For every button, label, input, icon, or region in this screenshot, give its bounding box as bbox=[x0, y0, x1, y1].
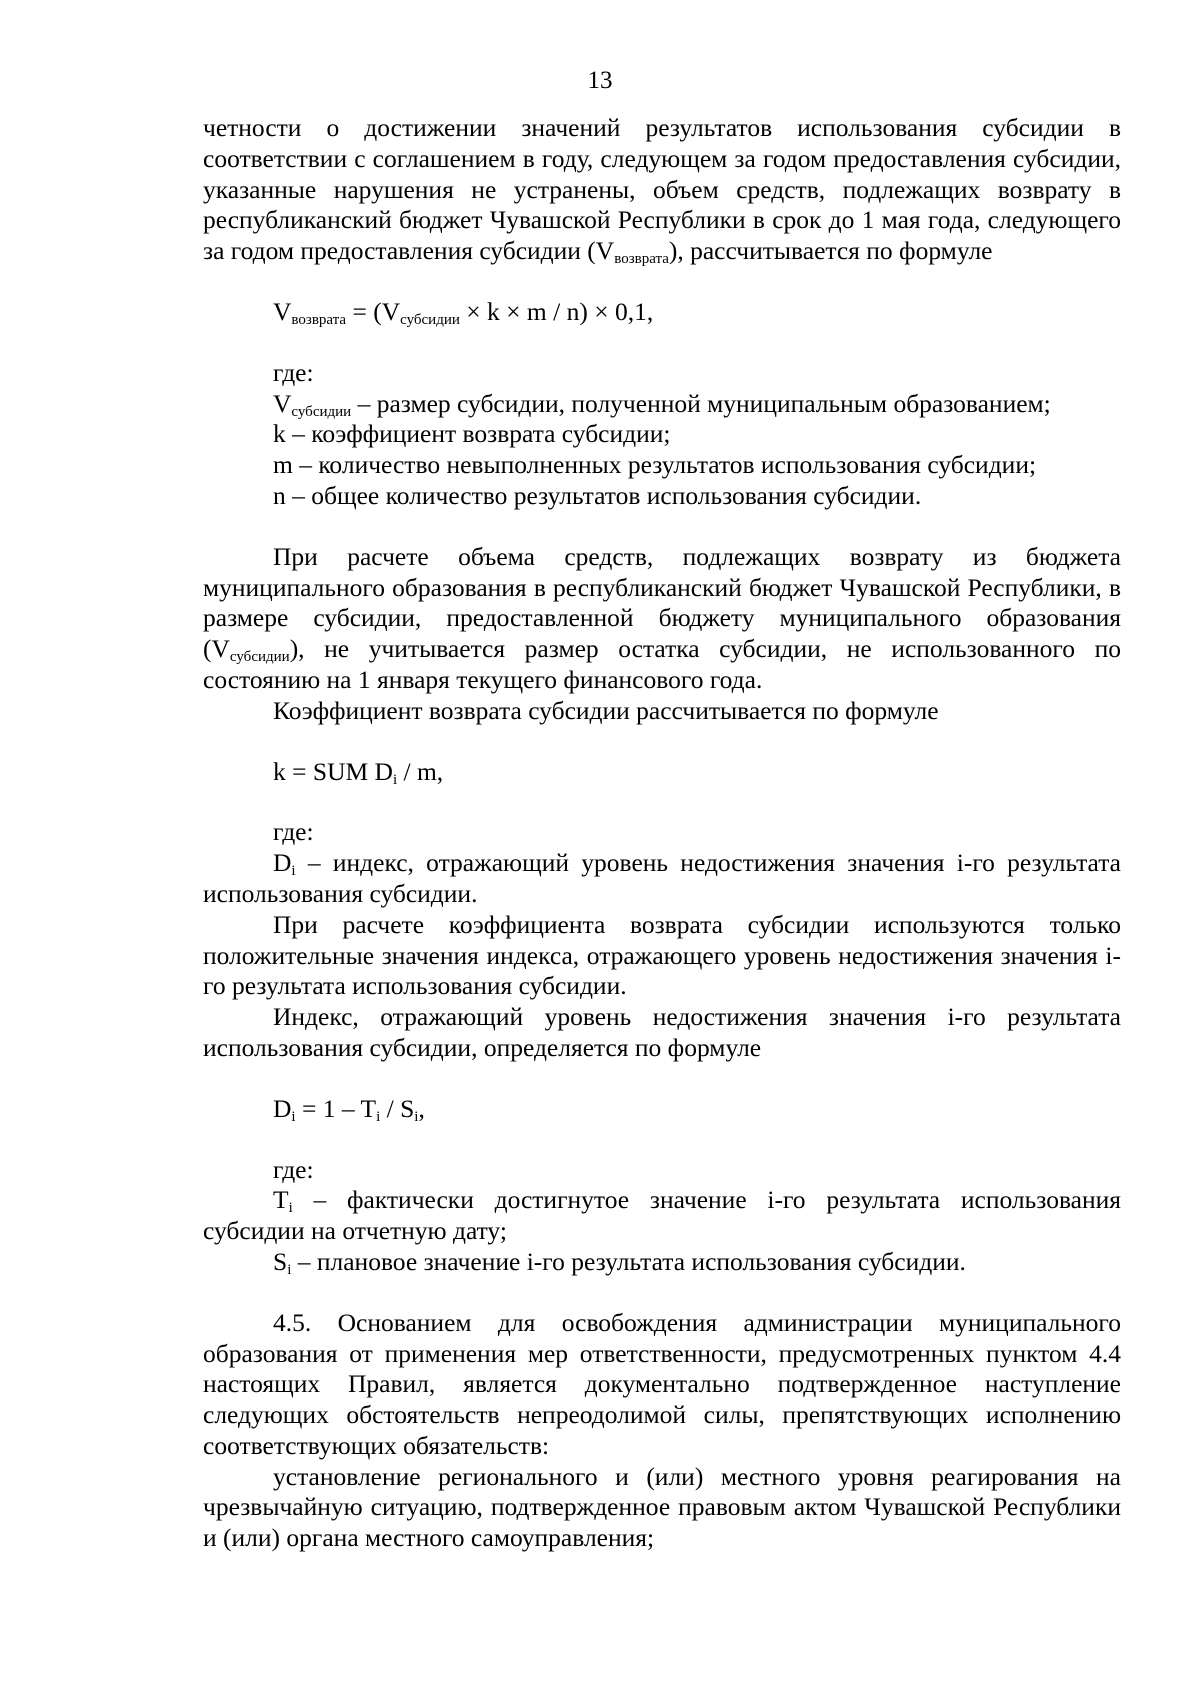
definition-m: m – количество невыполненных результатов использования субсидии; bbox=[273, 450, 1037, 480]
paragraph-text: ), рассчитывается по формуле bbox=[668, 236, 993, 266]
subscript: субсидии bbox=[229, 649, 290, 666]
paragraph-coefficient-intro: Коэффициент возврата субсидии рассчитывается по формуле bbox=[273, 695, 939, 725]
formula-symbol: D bbox=[273, 848, 292, 878]
definition-text: – индекс, отражающий уровень недостижения значения i-го результата использования субсидии. bbox=[203, 848, 1121, 908]
subscript: i bbox=[287, 1261, 292, 1278]
formula-symbol: V bbox=[273, 296, 292, 326]
paragraph-text: четности о достижении значений результатов использования субсидии в соответствии с соглашением в году, следующем за годом предоставления субсидии, указанные нарушения не устранены, объем средств, подлежащих возврату в республиканский бюджет Чувашской Республики в срок до 1 мая года, следующего за годом предоставления субсидии (V bbox=[203, 113, 1121, 266]
formula-symbol: V bbox=[273, 388, 292, 418]
page-number: 13 bbox=[587, 67, 613, 94]
paragraph-positive-values: При расчете коэффициента возврата субсидии используются только положительные значения индекса, отражающего уровень недостижения значения i-го результата использования субсидии. bbox=[203, 909, 1121, 1001]
definition-k: k – коэффициент возврата субсидии; bbox=[273, 419, 671, 449]
subscript: субсидии bbox=[400, 311, 460, 328]
paragraph-calculation-note bbox=[203, 542, 1121, 696]
definition-v-subsidy bbox=[203, 389, 1121, 420]
subscript: i bbox=[291, 1108, 296, 1125]
definition-text: – плановое значение i-го результата использования субсидии. bbox=[291, 1246, 966, 1276]
subscript: i bbox=[376, 1108, 381, 1125]
subscript: субсидии bbox=[291, 403, 352, 420]
subscript: возврата bbox=[614, 251, 669, 268]
formula-symbol: T bbox=[273, 1185, 289, 1215]
formula-text: = 1 – T bbox=[295, 1093, 377, 1123]
subscript: возврата bbox=[291, 311, 347, 328]
definition-d-index bbox=[203, 848, 1121, 910]
where-label: где: bbox=[273, 357, 314, 387]
paragraph-index-intro: Индекс, отражающий уровень недостижения значения i-го результата использования субсидии, определяется по формуле bbox=[203, 1002, 1121, 1062]
formula-text: × k × m / n) × 0,1, bbox=[459, 296, 654, 326]
paragraph-continuation bbox=[203, 113, 1121, 267]
paragraph-section-4-5: 4.5. Основанием для освобождения администрации муниципального образования от применения мер ответственности, предусмотренных пунктом 4.4 настоящих Правил, является документально подтвержденное наступление следующих обстоятельств непреодолимой силы, препятствующих исполнению соответствующих обязательств: bbox=[203, 1307, 1121, 1460]
formula-coefficient bbox=[203, 757, 1121, 788]
formula-text: / m, bbox=[397, 756, 444, 786]
definition-t-actual bbox=[203, 1185, 1121, 1247]
definition-s-planned bbox=[203, 1247, 1121, 1278]
definition-text: – фактически достигнутое значение i-го результата использования субсидии на отчетную дату; bbox=[203, 1185, 1121, 1246]
subscript: i bbox=[288, 1200, 293, 1217]
subscript: i bbox=[291, 863, 296, 880]
paragraph-emergency: установление регионального и (или) местного уровня реагирования на чрезвычайную ситуацию, подтвержденное правовым актом Чувашской Республики и (или) органа местного самоуправления; bbox=[203, 1461, 1121, 1553]
formula-text: k = SUM D bbox=[273, 756, 393, 786]
formula-return-volume bbox=[203, 297, 1121, 328]
definition-text: – размер субсидии, полученной муниципальным образованием; bbox=[351, 388, 1051, 418]
formula-symbol: D bbox=[273, 1093, 292, 1123]
subscript: i bbox=[392, 771, 398, 788]
formula-text: , bbox=[418, 1093, 425, 1123]
paragraph-text: При расчете объема средств, подлежащих возврату из бюджета муниципального образования в республиканский бюджет Чувашской Республики, в размере субсидии, предоставленной бюджету муниципального образования (V bbox=[203, 541, 1121, 664]
formula-text: / S bbox=[380, 1093, 415, 1123]
formula-text: = (V bbox=[346, 296, 401, 326]
definition-n: n – общее количество результатов использования субсидии. bbox=[273, 480, 922, 510]
where-label: где: bbox=[273, 1154, 314, 1184]
paragraph-text: ), не учитывается размер остатка субсидии, не использованного по состоянию на 1 января текущего финансового года. bbox=[203, 634, 1121, 694]
formula-index bbox=[203, 1094, 1121, 1125]
where-label: где: bbox=[273, 817, 314, 847]
document-body bbox=[203, 113, 1121, 1554]
formula-symbol: S bbox=[273, 1246, 288, 1276]
subscript: i bbox=[414, 1108, 419, 1125]
